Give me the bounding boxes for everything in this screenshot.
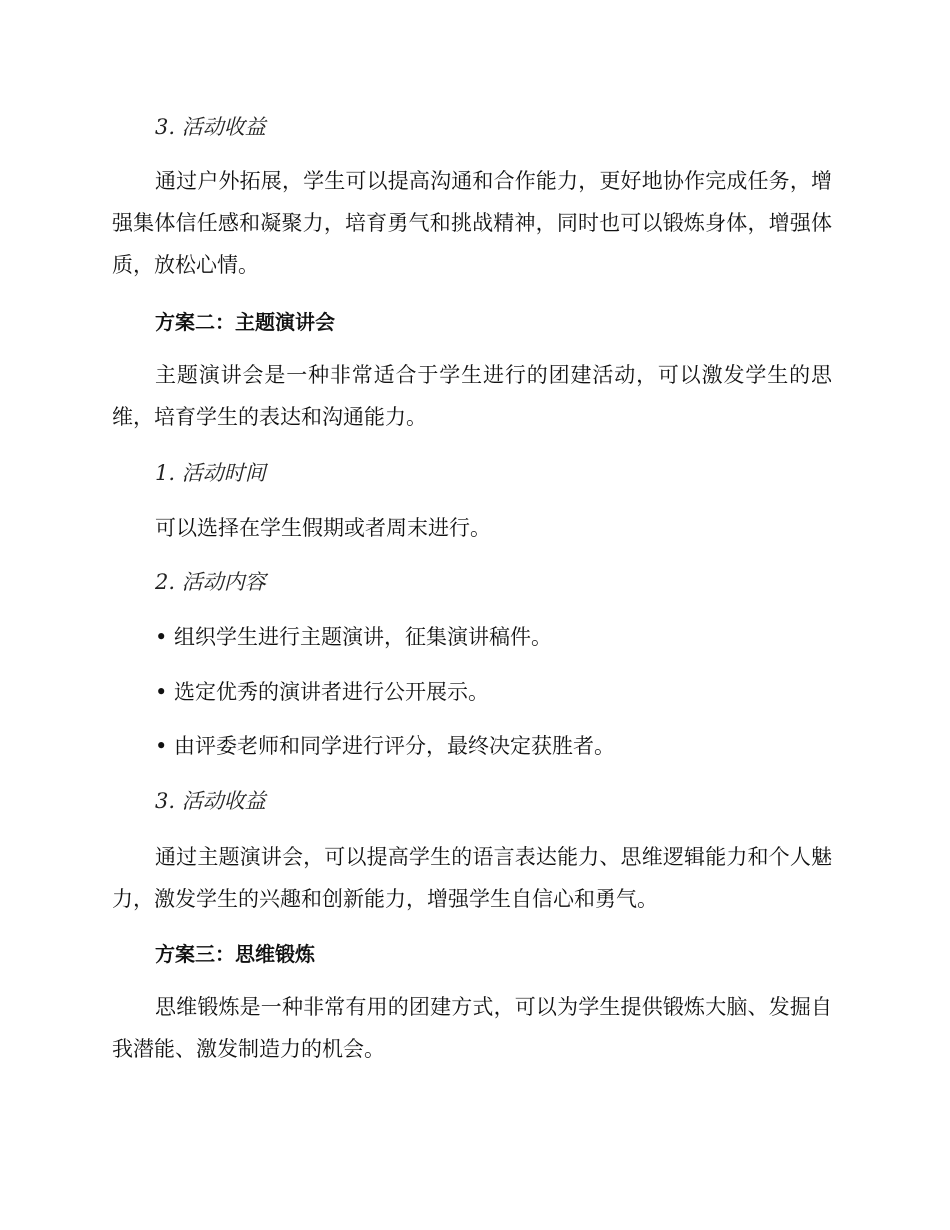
plan2-content-heading: 2. 活动内容 — [155, 570, 266, 594]
plan2-benefit-heading: 3. 活动收益 — [155, 789, 266, 813]
plan2-content-item: • 组织学生进行主题演讲，征集演讲稿件。 — [155, 625, 553, 649]
plan2-intro-paragraph: 主题演讲会是一种非常适合于学生进行的团建活动，可以激发学生的思维，培育学生的表达和沟通能力。 — [112, 363, 832, 429]
plan3-title: 方案三：思维锻炼 — [155, 942, 315, 966]
plan2-title: 方案二：主题演讲会 — [155, 310, 335, 334]
plan3-intro-paragraph: 思维锻炼是一种非常有用的团建方式，可以为学生提供锻炼大脑、发掘自我潜能、激发制造力的机会。 — [112, 995, 832, 1061]
plan2-content-item: • 由评委老师和同学进行评分，最终决定获胜者。 — [155, 734, 616, 758]
plan2-time-heading: 1. 活动时间 — [155, 461, 266, 485]
plan2-benefit-paragraph: 通过主题演讲会，可以提高学生的语言表达能力、思维逻辑能力和个人魅力，激发学生的兴趣和创新能力，增强学生自信心和勇气。 — [112, 845, 832, 911]
section1-benefit-paragraph: 通过户外拓展，学生可以提高沟通和合作能力，更好地协作完成任务，增强集体信任感和凝聚力，培育勇气和挑战精神，同时也可以锻炼身体，增强体质，放松心情。 — [112, 169, 832, 277]
section1-benefit-heading: 3. 活动收益 — [155, 115, 266, 139]
plan2-time-text: 可以选择在学生假期或者周末进行。 — [155, 516, 491, 540]
plan2-content-item: • 选定优秀的演讲者进行公开展示。 — [155, 680, 490, 704]
